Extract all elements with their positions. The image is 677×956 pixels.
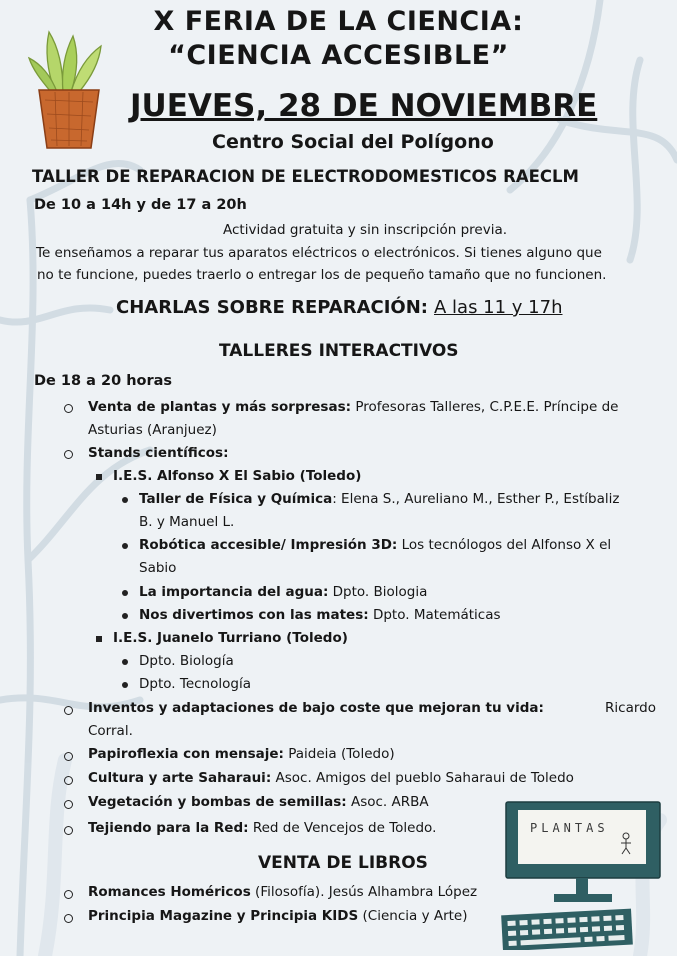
bullet-circle (64, 450, 73, 459)
inventos-title: Inventos y adaptaciones de bajo coste que mejoran tu vida: (88, 700, 544, 716)
list-item-ies-juanelo (113, 630, 348, 646)
fisica-text-cont: B. y Manuel L. (139, 514, 235, 530)
taller-desc-line-1: Te enseñamos a reparar tus aparatos eléctricos o electrónicos. Si tienes alguno que (36, 245, 602, 261)
robotica-title: Robótica accesible/ Impresión 3D: (139, 537, 398, 553)
list-item-papiroflexia (88, 746, 395, 762)
romances-title: Romances Homéricos (88, 884, 251, 900)
talleres-heading: TALLERES INTERACTIVOS (219, 341, 459, 361)
venta-plantas-title: Venta de plantas y más sorpresas: (88, 399, 352, 415)
event-date: JUEVES, 28 DE NOVIEMBRE (130, 88, 598, 124)
mates-title: Nos divertimos con las mates: (139, 607, 369, 623)
charlas-time: A las 11 y 17h (434, 297, 563, 318)
inventos-text: Ricardo (605, 700, 656, 716)
screen-text: PLANTAS (530, 821, 609, 835)
bullet-dot (122, 613, 128, 619)
bullet-dot (122, 682, 128, 688)
title-line-2: “CIENCIA ACCESIBLE” (168, 40, 509, 71)
charlas-line (116, 297, 562, 318)
bullet-dot (122, 659, 128, 665)
monitor-base (554, 894, 612, 902)
list-item-ies-alfonso (113, 468, 361, 484)
list-item-robotica (139, 537, 611, 553)
charlas-label: CHARLAS SOBRE REPARACIÓN: (116, 297, 428, 318)
bullet-circle (64, 800, 73, 809)
bullet-dot (122, 497, 128, 503)
vegetacion-title: Vegetación y bombas de semillas: (88, 794, 347, 810)
bullet-circle (64, 706, 73, 715)
venta-plantas-text: Profesoras Talleres, C.P.E.E. Príncipe de (355, 399, 619, 415)
computer-drawing (500, 798, 670, 950)
cultura-text: Asoc. Amigos del pueblo Saharaui de Toledo (275, 770, 574, 786)
bullet-square (96, 474, 102, 480)
juanelo-item-tecnologia: Dpto. Tecnología (139, 676, 251, 692)
principia-text: (Ciencia y Arte) (362, 908, 468, 924)
list-item-stands (88, 445, 229, 461)
taller-desc-line-2: no te funcione, puedes traerlo o entregar los de pequeño tamaño que no funcionen. (37, 267, 607, 283)
taller-note: Actividad gratuita y sin inscripción previa. (223, 222, 508, 238)
venue: Centro Social del Polígono (212, 131, 494, 153)
mates-text: Dpto. Matemáticas (372, 607, 501, 623)
bullet-circle (64, 890, 73, 899)
list-item-romances (88, 884, 477, 900)
inventos-text-cont: Corral. (88, 723, 133, 739)
ies-juanelo-title: I.E.S. Juanelo Turriano (Toledo) (113, 630, 348, 646)
bullet-dot (122, 543, 128, 549)
talleres-schedule: De 18 a 20 horas (34, 373, 173, 389)
vegetacion-text: Asoc. ARBA (350, 794, 429, 810)
stands-title: Stands científicos: (88, 445, 229, 461)
bullet-circle (64, 404, 73, 413)
bullet-circle (64, 914, 73, 923)
list-item-vegetacion (88, 794, 429, 810)
bullet-dot (122, 590, 128, 596)
robotica-text-cont: Sabio (139, 560, 177, 576)
romances-text: (Filosofía). Jesús Alhambra López (255, 884, 478, 900)
bullet-square (96, 636, 102, 642)
bullet-circle (64, 752, 73, 761)
taller-heading: TALLER DE REPARACION DE ELECTRODOMESTICOS RAECLM (32, 167, 579, 186)
taller-schedule: De 10 a 14h y de 17 a 20h (34, 197, 247, 213)
juanelo-item-biologia: Dpto. Biología (139, 653, 234, 669)
robotica-text: Los tecnólogos del Alfonso X el (401, 537, 612, 553)
agua-text: Dpto. Biologia (332, 584, 428, 600)
papiroflexia-title: Papiroflexia con mensaje: (88, 746, 284, 762)
list-item-inventos (88, 700, 656, 716)
list-item-fisica (139, 491, 619, 507)
list-item-mates (139, 607, 501, 623)
list-item-agua (139, 584, 427, 600)
list-item-cultura (88, 770, 574, 786)
tejiendo-title: Tejiendo para la Red: (88, 820, 249, 836)
papiroflexia-text: Paideia (Toledo) (288, 746, 395, 762)
bullet-circle (64, 826, 73, 835)
principia-title: Principia Magazine y Principia KIDS (88, 908, 359, 924)
title-line-1: X FERIA DE LA CIENCIA: (153, 6, 524, 37)
libros-heading: VENTA DE LIBROS (258, 853, 428, 873)
fisica-title: Taller de Física y Química (139, 491, 333, 507)
agua-title: La importancia del agua: (139, 584, 329, 600)
list-item-principia (88, 908, 468, 924)
monitor-screen (518, 810, 646, 864)
cultura-title: Cultura y arte Saharaui: (88, 770, 272, 786)
fisica-text: : Elena S., Aureliano M., Esther P., Estíbaliz (332, 491, 620, 507)
tejiendo-text: Red de Vencejos de Toledo. (252, 820, 437, 836)
venta-plantas-text-cont: Asturias (Aranjuez) (88, 422, 217, 438)
ies-alfonso-title: I.E.S. Alfonso X El Sabio (Toledo) (113, 468, 362, 484)
monitor-stand (576, 878, 588, 894)
list-item-venta-plantas (88, 399, 618, 415)
list-item-tejiendo (88, 820, 436, 836)
bullet-circle (64, 776, 73, 785)
